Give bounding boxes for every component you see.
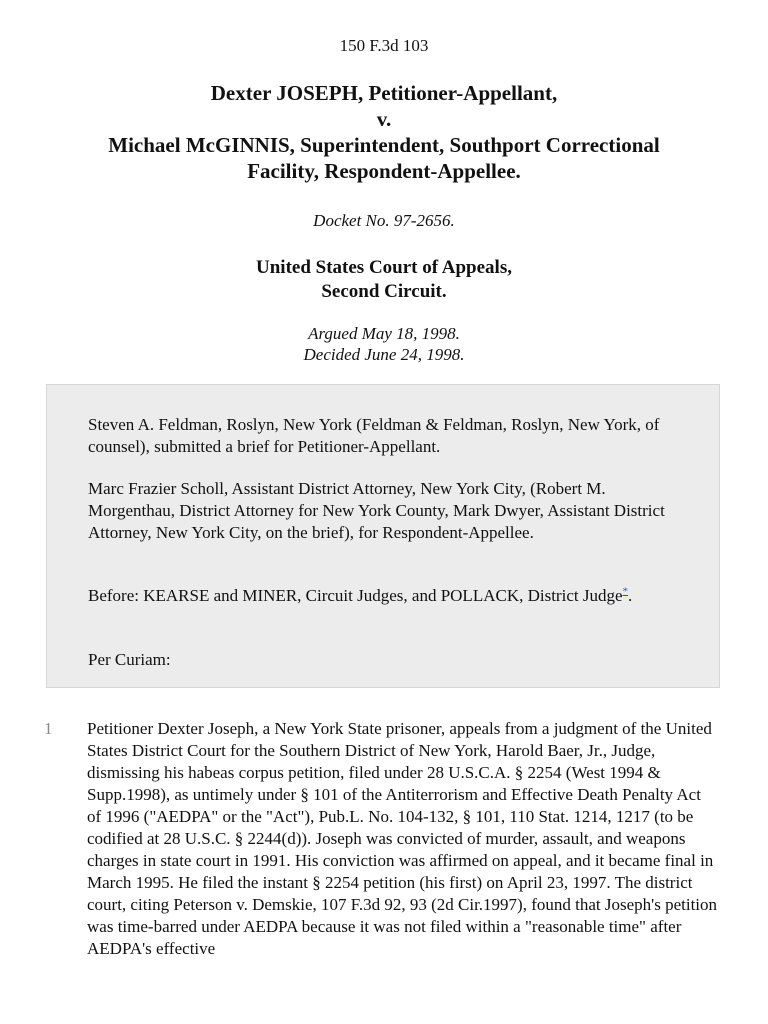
before-judges-text: Before: KEARSE and MINER, Circuit Judges, and POLLACK, District Judge: [88, 586, 623, 605]
case-citation: 150 F.3d 103: [339, 36, 429, 55]
court-name-line1: United States Court of Appeals,: [256, 257, 512, 278]
respondent-name-line1: Michael McGINNIS, Superintendent, Southport Correctional: [108, 133, 660, 157]
before-judges-end: .: [628, 586, 633, 605]
court-name-line2: Second Circuit.: [321, 281, 447, 302]
decided-date: Decided June 24, 1998.: [303, 345, 465, 364]
docket-number: Docket No. 97-2656.: [313, 211, 455, 230]
case-dates: [0, 323, 768, 365]
per-curiam-label: Per Curiam:: [88, 650, 171, 669]
respondent-name-line2: Facility, Respondent-Appellee.: [247, 159, 521, 183]
before-judges: [88, 585, 688, 607]
versus-label: v.: [376, 107, 392, 131]
court-name: [0, 256, 768, 304]
respondent-counsel: Marc Frazier Scholl, Assistant District Attorney, New York City, (Robert M. Morgenthau, District Attorney for New York County, Mark Dwyer, Assistant District Attorney, New York City, on the brief), for Respondent-Appellee.: [88, 479, 665, 542]
paragraph-number: 1: [44, 719, 53, 738]
petitioner-counsel: Steven A. Feldman, Roslyn, New York (Feldman & Feldman, Roslyn, New York, of counsel), submitted a brief for Petitioner-Appellant.: [88, 415, 660, 456]
footnote-link[interactable]: *: [622, 585, 628, 598]
counsel-panel: [46, 384, 720, 688]
opinion-paragraph: Petitioner Dexter Joseph, a New York State prisoner, appeals from a judgment of the United States District Court for the Southern District of New York, Harold Baer, Jr., Judge, dismissing his habeas corpus petition, filed under 28 U.S.C.A. § 2254 (West 1994 & Supp.1998), as untimely under § 101 of the Antiterrorism and Effective Death Penalty Act of 1996 ("AEDPA" or the "Act"), Pub.L. No. 104-132, § 101, 110 Stat. 1214, 1217 (to be codified at 28 U.S.C. § 2244(d)). Joseph was convicted of murder, assault, and weapons charges in state court in 1991. His conviction was affirmed on appeal, and it became final in March 1995. He filed the instant § 2254 petition (his first) on April 23, 1997. The district court, citing Peterson v. Demskie, 107 F.3d 92, 93 (2d Cir.1997), found that Joseph's petition was time-barred under AEDPA because it was not filed within a "reasonable time" after AEDPA's effective: [87, 719, 718, 958]
case-parties: [30, 80, 738, 184]
argued-date: Argued May 18, 1998.: [308, 324, 460, 343]
petitioner-name: Dexter JOSEPH, Petitioner-Appellant,: [210, 81, 558, 105]
